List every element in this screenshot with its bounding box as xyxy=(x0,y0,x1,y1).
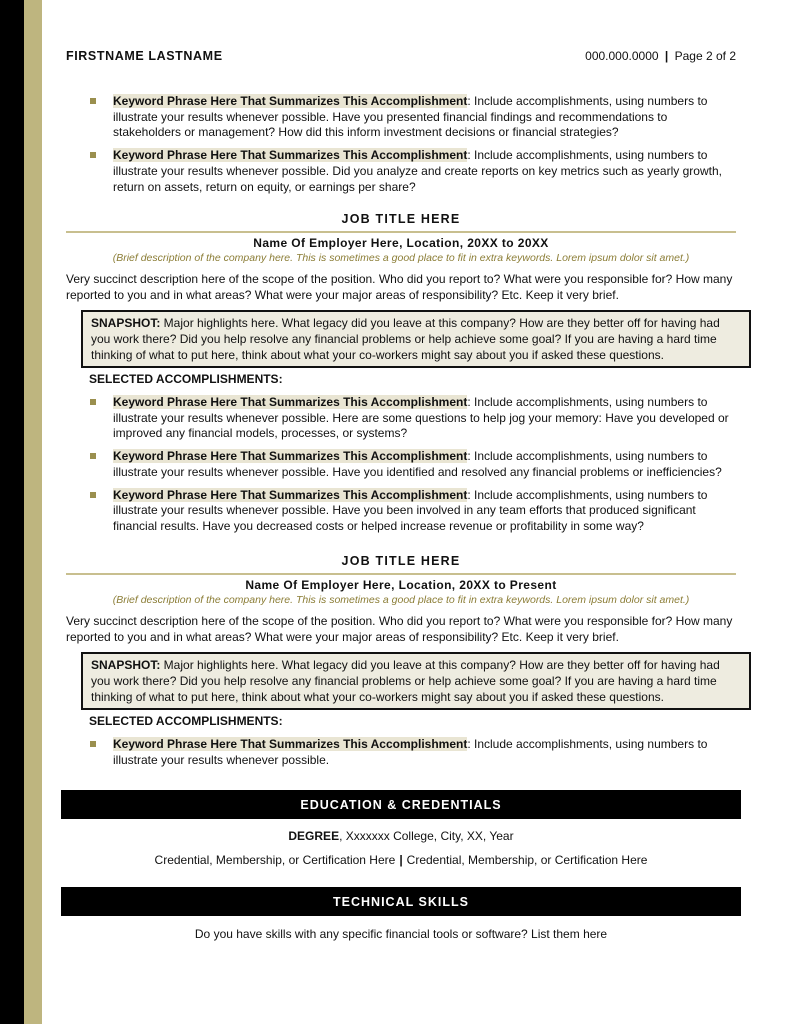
company-description: (Brief description of the company here. This is sometimes a good place to fit in extra keywords. Lorem ipsum dolor sit amet.) xyxy=(112,252,690,264)
position-scope: Very succinct description here of the scope of the position. Who did you report to? What were you responsible for? How many reported to you and in what areas? What were your major areas of responsibility? Etc. Keep it very brief. xyxy=(66,614,733,644)
bullet-text: : Include accomplishments, using numbers to illustrate your results whenever possible. Have you presented financial findings and recommendations to stakeholders or management? How did this inform investment decisions or financial strategies? xyxy=(113,94,708,140)
bullet-text: : Include accomplishments, using numbers to illustrate your results whenever possible. Have you identified and resolved any financial problems or inefficiencies? xyxy=(113,449,722,479)
selected-accomplishments-heading: SELECTED ACCOMPLISHMENTS: xyxy=(89,714,283,728)
keyword-phrase: Keyword Phrase Here That Summarizes This Accomplishment xyxy=(113,94,468,108)
header-separator: | xyxy=(664,49,669,63)
degree-line xyxy=(66,829,736,843)
list-item xyxy=(66,94,736,141)
page-header xyxy=(66,49,736,63)
keyword-phrase: Keyword Phrase Here That Summarizes This Accomplishment xyxy=(113,487,468,502)
job-title: JOB TITLE HERE xyxy=(341,554,461,568)
candidate-name: FIRSTNAME LASTNAME xyxy=(66,49,223,63)
accomplishment-list xyxy=(66,737,736,775)
selected-accomplishments-heading: SELECTED ACCOMPLISHMENTS: xyxy=(89,372,283,386)
credential-separator: | xyxy=(399,853,403,867)
list-item xyxy=(66,395,736,442)
snapshot-label: SNAPSHOT: xyxy=(91,658,161,672)
bullet-square-icon xyxy=(90,399,96,405)
job-divider xyxy=(66,231,736,233)
list-item xyxy=(66,488,736,535)
left-gold-bar xyxy=(24,0,42,1024)
keyword-phrase: Keyword Phrase Here That Summarizes This Accomplishment xyxy=(113,737,468,751)
degree-details: , Xxxxxxx College, City, XX, Year xyxy=(339,829,514,843)
job-divider xyxy=(66,573,736,575)
bullet-text: : Include accomplishments, using numbers to illustrate your results whenever possible. xyxy=(113,737,708,767)
company-description: (Brief description of the company here. This is sometimes a good place to fit in extra keywords. Lorem ipsum dolor sit amet.) xyxy=(112,594,690,606)
skills-text: Do you have skills with any specific financial tools or software? List them here xyxy=(194,927,608,941)
snapshot-label: SNAPSHOT: xyxy=(91,316,161,330)
credential-item: Credential, Membership, or Certification Here xyxy=(406,853,648,867)
bullet-square-icon xyxy=(90,453,96,459)
bullet-square-icon xyxy=(90,492,96,498)
accomplishment-list xyxy=(66,395,736,542)
intro-bullet-list xyxy=(66,94,736,202)
bullet-square-icon xyxy=(90,98,96,104)
keyword-phrase: Keyword Phrase Here That Summarizes This Accomplishment xyxy=(113,395,468,409)
degree-label: DEGREE xyxy=(288,829,340,843)
employer-line: Name Of Employer Here, Location, 20XX to 20XX xyxy=(253,236,549,250)
snapshot-box xyxy=(81,310,751,368)
snapshot-text: Major highlights here. What legacy did you leave at this company? How are they better off for having had you work there? Did you help resolve any financial problems or help achieve some goal? If you are having a hard time thinking of what to put here, think about what your co-workers might say about you if asked these questions. xyxy=(91,316,720,362)
bullet-text: : Include accomplishments, using numbers to illustrate your results whenever possible. Have you been involved in any team efforts that produced significant financial results. Have you decreased costs or helped increase revenue or profitability in some way? xyxy=(113,487,708,533)
credentials-line xyxy=(66,853,736,867)
education-heading: EDUCATION & CREDENTIALS xyxy=(300,797,502,812)
list-item xyxy=(66,737,736,768)
bullet-text: : Include accomplishments, using numbers to illustrate your results whenever possible. Did you analyze and create reports on key metrics such as yearly growth, return on assets, return on equity, or earnings per share? xyxy=(113,148,722,194)
position-scope: Very succinct description here of the scope of the position. Who did you report to? What were you responsible for? How many reported to you and in what areas? What were your major areas of responsibility? Etc. Keep it very brief. xyxy=(66,272,733,302)
skills-heading-bar xyxy=(61,887,741,916)
skills-heading: TECHNICAL SKILLS xyxy=(333,894,469,909)
bullet-text: : Include accomplishments, using numbers to illustrate your results whenever possible. Here are some questions to help jog your memory: Have you developed or improved any financial models, processes, or systems? xyxy=(113,395,729,441)
education-heading-bar xyxy=(61,790,741,819)
page-number: Page 2 of 2 xyxy=(674,49,736,63)
list-item xyxy=(66,449,736,480)
left-black-bar xyxy=(0,0,24,1024)
header-contact xyxy=(585,49,736,63)
keyword-phrase: Keyword Phrase Here That Summarizes This Accomplishment xyxy=(113,449,468,464)
phone-number: 000.000.0000 xyxy=(585,49,659,63)
bullet-square-icon xyxy=(90,741,96,747)
bullet-square-icon xyxy=(90,152,96,158)
credential-item: Credential, Membership, or Certification Here xyxy=(154,853,396,867)
snapshot-text: Major highlights here. What legacy did you leave at this company? How are they better off for having had you work there? Did you help resolve any financial problems or help achieve some goal? If you are having a hard time thinking of what to put here, think about what your co-workers might say about you if asked these questions. xyxy=(91,658,720,704)
keyword-phrase: Keyword Phrase Here That Summarizes This Accomplishment xyxy=(113,148,468,163)
employer-line: Name Of Employer Here, Location, 20XX to Present xyxy=(245,578,557,592)
list-item xyxy=(66,148,736,195)
snapshot-box xyxy=(81,652,751,710)
job-title: JOB TITLE HERE xyxy=(341,212,461,226)
